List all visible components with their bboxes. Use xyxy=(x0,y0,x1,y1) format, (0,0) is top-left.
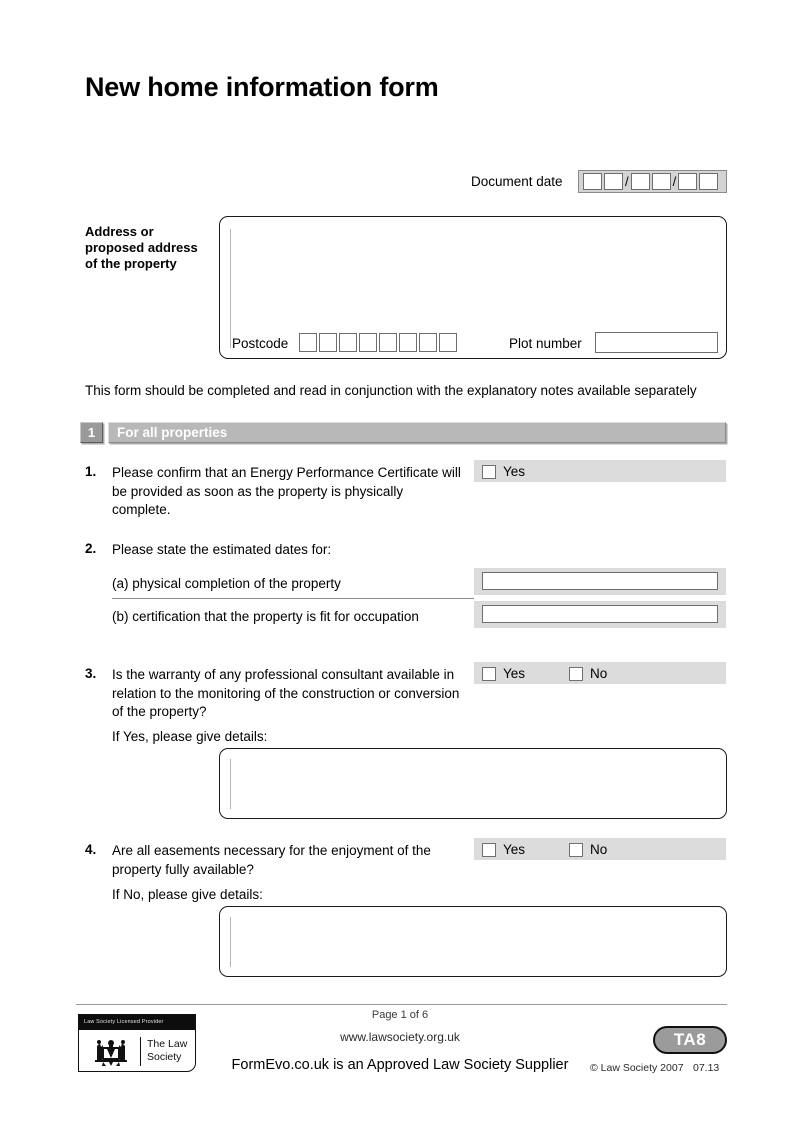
law-society-crest-icon xyxy=(89,1037,133,1067)
checkbox-yes[interactable] xyxy=(482,667,496,681)
question-3-details-input[interactable] xyxy=(219,748,727,819)
checkbox-yes-label: Yes xyxy=(503,842,526,857)
date-digit-box[interactable] xyxy=(678,173,697,190)
logo-name-line-1: The Law xyxy=(147,1038,188,1050)
plot-number-label: Plot number xyxy=(509,336,582,351)
date-digit-box[interactable] xyxy=(583,173,602,190)
page-title: New home information form xyxy=(85,72,439,102)
question-4-details-prompt: If No, please give details: xyxy=(112,887,263,902)
logo-strip-text: Law Society Licensed Provider xyxy=(79,1015,196,1030)
footer-supplier-text: FormEvo.co.uk is an Approved Law Society Supplier xyxy=(231,1057,569,1073)
document-date-field[interactable] xyxy=(578,170,727,193)
checkbox-no-label: No xyxy=(590,842,608,857)
details-margin-rule xyxy=(230,917,231,967)
question-3-number: 3. xyxy=(85,666,97,681)
section-header-bar xyxy=(108,422,726,443)
question-2b-label: (b) certification that the property is fit for occupation xyxy=(112,609,419,624)
question-1-text: Please confirm that an Energy Performance Certificate will be provided as soon as the property is physically complete. xyxy=(112,465,461,517)
logo-name xyxy=(147,1038,187,1064)
section-number: 1 xyxy=(80,422,103,443)
postcode-char-box[interactable] xyxy=(339,333,357,352)
question-3-text: Is the warranty of any professional consultant available in relation to the monitoring of the construction or conversion of the property? xyxy=(112,667,460,719)
postcode-char-box[interactable] xyxy=(299,333,317,352)
logo-name-line-2: Society xyxy=(147,1051,182,1063)
question-4-options[interactable] xyxy=(482,842,607,857)
date-digit-box[interactable] xyxy=(699,173,718,190)
logo-divider xyxy=(140,1037,141,1066)
checkbox-yes-label: Yes xyxy=(503,464,526,479)
postcode-input[interactable] xyxy=(299,333,459,352)
question-2b-input[interactable] xyxy=(482,605,718,623)
postcode-char-box[interactable] xyxy=(359,333,377,352)
checkbox-yes-label: Yes xyxy=(503,666,526,681)
date-digit-box[interactable] xyxy=(631,173,650,190)
question-2a-label: (a) physical completion of the property xyxy=(112,576,341,591)
footer-url[interactable]: www.lawsociety.org.uk xyxy=(340,1030,460,1044)
question-3-options[interactable] xyxy=(482,666,607,681)
checkbox-yes[interactable] xyxy=(482,843,496,857)
plot-number-input[interactable] xyxy=(595,332,718,353)
footer-version: 07.13 xyxy=(693,1062,720,1074)
form-code-badge: TA8 xyxy=(653,1026,727,1054)
question-1-options[interactable] xyxy=(482,464,525,479)
question-1-number: 1. xyxy=(85,464,97,479)
postcode-char-box[interactable] xyxy=(419,333,437,352)
intro-text: This form should be completed and read in conjunction with the explanatory notes available separately xyxy=(85,383,697,398)
address-label-line-1: Address or xyxy=(85,224,154,239)
details-margin-rule xyxy=(230,759,231,809)
date-separator: / xyxy=(672,174,677,189)
address-label-line-3: of the property xyxy=(85,256,177,271)
date-digit-box[interactable] xyxy=(604,173,623,190)
postcode-char-box[interactable] xyxy=(439,333,457,352)
law-society-logo xyxy=(78,1014,196,1072)
checkbox-yes[interactable] xyxy=(482,465,496,479)
checkbox-no[interactable] xyxy=(569,843,583,857)
postcode-label: Postcode xyxy=(232,336,289,351)
footer-divider xyxy=(76,1004,727,1005)
postcode-char-box[interactable] xyxy=(319,333,337,352)
date-digit-box[interactable] xyxy=(652,173,671,190)
postcode-char-box[interactable] xyxy=(399,333,417,352)
page-number: Page 1 of 6 xyxy=(371,1009,429,1021)
question-2-text: Please state the estimated dates for: xyxy=(112,542,332,557)
document-date-label: Document date xyxy=(471,174,563,189)
question-4-details-input[interactable] xyxy=(219,906,727,977)
address-label-line-2: proposed address xyxy=(85,240,198,255)
question-4-number: 4. xyxy=(85,842,97,857)
footer-copyright: © Law Society 2007 xyxy=(590,1062,684,1074)
address-margin-rule xyxy=(230,229,231,348)
address-label xyxy=(85,224,215,272)
question-4-text: Are all easements necessary for the enjoyment of the property fully available? xyxy=(112,843,431,877)
question-2-number: 2. xyxy=(85,541,97,556)
checkbox-no[interactable] xyxy=(569,667,583,681)
postcode-char-box[interactable] xyxy=(379,333,397,352)
question-2a-input[interactable] xyxy=(482,572,718,590)
question-2-separator-rule xyxy=(112,598,474,599)
question-3-details-prompt: If Yes, please give details: xyxy=(112,729,268,744)
checkbox-no-label: No xyxy=(590,666,608,681)
section-title: For all properties xyxy=(117,425,228,440)
date-separator: / xyxy=(625,174,629,189)
